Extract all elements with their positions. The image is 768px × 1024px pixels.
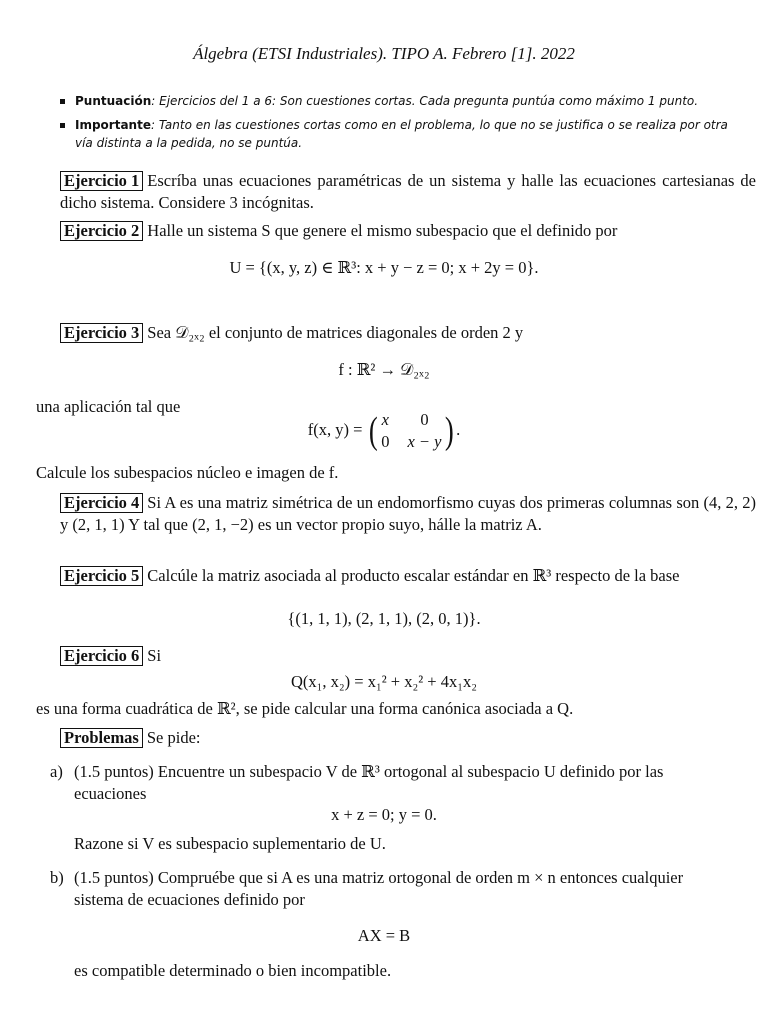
exercise-label: Ejercicio 4 (60, 493, 143, 513)
exercise-text: Si A es una matriz simétrica de un endomorfismo cuyas dos primeras columnas son (4, 2, 2) y (2, 1, 1) Y tal que (2, 1, −2) es un vector propio suyo, hálle la matriz A. (60, 493, 756, 534)
problems-text: Se pide: (146, 728, 201, 747)
item-text: es compatible determinado o bien incompatible. (74, 961, 392, 980)
exercise-6 (36, 645, 756, 667)
exercise-text: Calcule los subespacios núcleo e imagen de f. (36, 463, 339, 482)
item-text: Razone si V es subespacio suplementario de U. (74, 834, 386, 853)
problems (36, 727, 756, 749)
exercise-4 (36, 492, 756, 536)
note-label: Puntuación (75, 94, 152, 108)
matrix-cell: 0 (420, 410, 429, 429)
problem-a (50, 761, 732, 805)
exercise-label: Ejercicio 2 (60, 221, 143, 241)
matrix-equation (0, 410, 768, 452)
problem-b-equation: AX = B (357, 926, 411, 945)
note-label: Importante (75, 118, 151, 132)
map-equation: f : ℝ² → 𝒟₂ₓ₂ (338, 360, 430, 379)
page-title: Álgebra (ETSI Industriales). TIPO A. Febrero [1]. 2022 (193, 44, 575, 63)
exercise-label: Ejercicio 1 (60, 171, 143, 191)
item-marker: a) (50, 762, 63, 781)
note-importante (60, 116, 740, 152)
exercise-text: es una forma cuadrática de ℝ², se pide calcular una forma canónica asociada a Q. (36, 699, 574, 718)
exercise-text: Si (147, 646, 162, 665)
exercise-5 (36, 565, 756, 587)
note-puntuacion (60, 92, 740, 110)
problem-a-equation: x + z = 0; y = 0. (331, 805, 437, 824)
exercise-text: una aplicación tal que (36, 397, 181, 416)
item-text: (1.5 puntos) Encuentre un subespacio V de ℝ³ ortogonal al subespacio U definido por las ecuaciones (74, 762, 664, 803)
right-paren: ) (445, 410, 455, 452)
exercise-text: Sea 𝒟₂ₓ₂ el conjunto de matrices diagonales de orden 2 y (147, 323, 524, 342)
exercise-3 (36, 322, 756, 344)
exercise-text: Escríba unas ecuaciones paramétricas de un sistema y halle las ecuaciones cartesianas de dicho sistema. Considere 3 incógnitas. (60, 171, 756, 212)
problem-a-conclusion (50, 833, 732, 855)
bullet-icon (60, 99, 65, 104)
note-text: : Ejercicios del 1 a 6: Son cuestiones cortas. Cada pregunta puntúa como máximo 1 punto. (151, 94, 699, 108)
quadratic-equation: Q(x₁, x₂) = x₁² + x₂² + 4x₁x₂ (291, 672, 477, 691)
exercise-label: Ejercicio 3 (60, 323, 143, 343)
matrix-grid (379, 410, 443, 452)
exercise-2 (36, 220, 756, 242)
equation-tail: . (456, 419, 461, 439)
basis-equation: {(1, 1, 1), (2, 1, 1), (2, 0, 1)}. (287, 609, 481, 628)
problem-b-conclusion (50, 960, 732, 982)
problems-label: Problemas (60, 728, 143, 748)
note-text: : Tanto en las cuestiones cortas como en el problema, lo que no se justifica o se realiza por otra vía distinta a la pedida, no se puntúa. (75, 118, 728, 150)
equation-lhs: f(x, y) = (307, 419, 363, 439)
item-text: (1.5 puntos) Compruébe que si A es una matriz ortogonal de orden m × n entonces cualquier sistema de ecuaciones definido por (74, 868, 684, 909)
problem-b (50, 867, 732, 911)
bullet-icon (60, 123, 65, 128)
item-marker: b) (50, 868, 64, 887)
matrix-cell: x (381, 410, 389, 429)
matrix-cell: x − y (407, 432, 442, 451)
matrix (367, 410, 457, 452)
equation: U = {(x, y, z) ∈ ℝ³: x + y − z = 0; x + 2y = 0}. (229, 258, 539, 277)
matrix-cell: 0 (381, 432, 390, 451)
notes-list (60, 92, 740, 158)
exercise-text: Calcúle la matriz asociada al producto escalar estándar en ℝ³ respecto de la base (147, 566, 680, 585)
left-paren: ( (368, 410, 378, 452)
exercise-text: Halle un sistema S que genere el mismo subespacio que el definido por (147, 221, 618, 240)
exercise-label: Ejercicio 5 (60, 566, 143, 586)
exercise-1 (36, 170, 756, 214)
exercise-label: Ejercicio 6 (60, 646, 143, 666)
